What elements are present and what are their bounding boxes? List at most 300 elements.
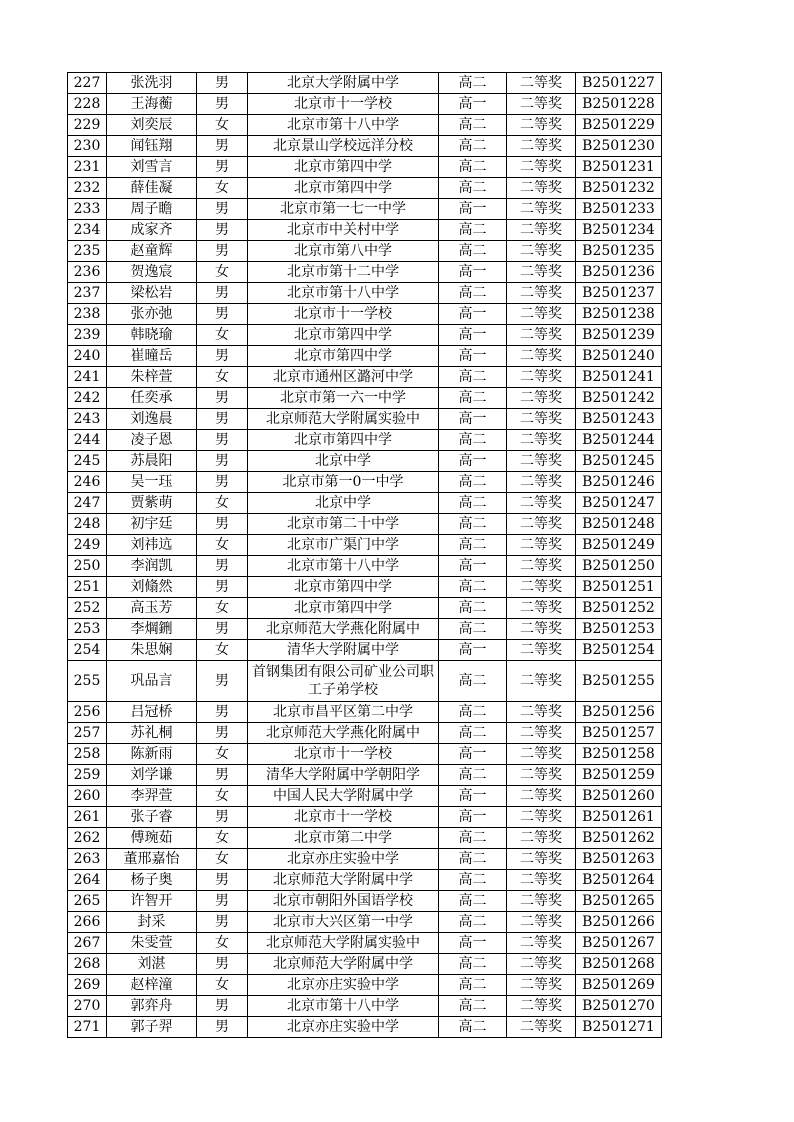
certificate-code: B2501233	[576, 199, 662, 220]
certificate-code: B2501269	[576, 975, 662, 996]
student-name: 刘学谦	[107, 765, 197, 786]
row-number: 234	[68, 220, 107, 241]
student-name: 王海蘅	[107, 94, 197, 115]
certificate-code: B2501245	[576, 451, 662, 472]
table-row	[68, 1017, 662, 1038]
row-number: 266	[68, 912, 107, 933]
student-name: 刘祎迒	[107, 535, 197, 556]
school-name: 北京市第一七一中学	[248, 199, 439, 220]
school-name: 北京中学	[248, 493, 439, 514]
row-number: 241	[68, 367, 107, 388]
student-gender: 女	[197, 115, 248, 136]
grade-level: 高二	[439, 388, 507, 409]
school-name: 北京市第十八中学	[248, 556, 439, 577]
certificate-code: B2501255	[576, 661, 662, 702]
school-name: 北京市第二中学	[248, 828, 439, 849]
row-number: 257	[68, 723, 107, 744]
table-row	[68, 451, 662, 472]
student-name: 韩晓瑜	[107, 325, 197, 346]
award-level: 二等奖	[507, 73, 576, 94]
student-gender: 男	[197, 241, 248, 262]
student-gender: 男	[197, 556, 248, 577]
school-name: 北京市大兴区第一中学	[248, 912, 439, 933]
school-name: 北京市第四中学	[248, 577, 439, 598]
student-name: 凌子恩	[107, 430, 197, 451]
school-name: 北京市第四中学	[248, 598, 439, 619]
table-row	[68, 220, 662, 241]
row-number: 269	[68, 975, 107, 996]
certificate-code: B2501256	[576, 702, 662, 723]
school-name: 首钢集团有限公司矿业公司职工子弟学校	[248, 661, 439, 702]
student-gender: 女	[197, 975, 248, 996]
certificate-code: B2501230	[576, 136, 662, 157]
row-number: 242	[68, 388, 107, 409]
school-name: 北京市第十八中学	[248, 115, 439, 136]
row-number: 239	[68, 325, 107, 346]
student-gender: 男	[197, 283, 248, 304]
certificate-code: B2501236	[576, 262, 662, 283]
award-level: 二等奖	[507, 912, 576, 933]
grade-level: 高二	[439, 472, 507, 493]
table-row	[68, 744, 662, 765]
student-name: 朱梓萱	[107, 367, 197, 388]
student-gender: 男	[197, 870, 248, 891]
grade-level: 高二	[439, 598, 507, 619]
table-row	[68, 346, 662, 367]
grade-level: 高二	[439, 157, 507, 178]
table-row	[68, 702, 662, 723]
grade-level: 高二	[439, 283, 507, 304]
student-name: 初宇廷	[107, 514, 197, 535]
certificate-code: B2501231	[576, 157, 662, 178]
award-level: 二等奖	[507, 346, 576, 367]
student-name: 封采	[107, 912, 197, 933]
table-row	[68, 828, 662, 849]
award-level: 二等奖	[507, 556, 576, 577]
student-gender: 男	[197, 514, 248, 535]
student-gender: 男	[197, 891, 248, 912]
student-gender: 男	[197, 136, 248, 157]
grade-level: 高二	[439, 849, 507, 870]
table-row	[68, 283, 662, 304]
student-gender: 男	[197, 430, 248, 451]
grade-level: 高二	[439, 178, 507, 199]
grade-level: 高一	[439, 262, 507, 283]
award-level: 二等奖	[507, 430, 576, 451]
student-name: 朱雯萱	[107, 933, 197, 954]
award-level: 二等奖	[507, 262, 576, 283]
row-number: 245	[68, 451, 107, 472]
row-number: 244	[68, 430, 107, 451]
row-number: 261	[68, 807, 107, 828]
student-name: 郭弈舟	[107, 996, 197, 1017]
school-name: 北京市第四中学	[248, 325, 439, 346]
student-gender: 男	[197, 472, 248, 493]
grade-level: 高二	[439, 702, 507, 723]
award-level: 二等奖	[507, 933, 576, 954]
table-row	[68, 94, 662, 115]
school-name: 北京市第一六一中学	[248, 388, 439, 409]
school-name: 北京市第四中学	[248, 346, 439, 367]
grade-level: 高一	[439, 744, 507, 765]
student-name: 吴一珏	[107, 472, 197, 493]
row-number: 237	[68, 283, 107, 304]
certificate-code: B2501261	[576, 807, 662, 828]
student-name: 苏晨阳	[107, 451, 197, 472]
certificate-code: B2501257	[576, 723, 662, 744]
student-gender: 男	[197, 619, 248, 640]
certificate-code: B2501240	[576, 346, 662, 367]
certificate-code: B2501237	[576, 283, 662, 304]
student-gender: 男	[197, 304, 248, 325]
student-name: 闻钰翔	[107, 136, 197, 157]
table-row	[68, 409, 662, 430]
school-name: 北京市第十八中学	[248, 283, 439, 304]
award-list-table	[67, 72, 662, 1038]
school-name: 北京师范大学附属实验中	[248, 409, 439, 430]
school-name: 北京师范大学燕化附属中	[248, 619, 439, 640]
grade-level: 高二	[439, 493, 507, 514]
table-row	[68, 241, 662, 262]
student-name: 任奕承	[107, 388, 197, 409]
school-name: 北京亦庄实验中学	[248, 975, 439, 996]
student-name: 张洗羽	[107, 73, 197, 94]
certificate-code: B2501249	[576, 535, 662, 556]
award-level: 二等奖	[507, 535, 576, 556]
certificate-code: B2501238	[576, 304, 662, 325]
row-number: 227	[68, 73, 107, 94]
row-number: 232	[68, 178, 107, 199]
award-list-body	[68, 73, 662, 1038]
student-gender: 男	[197, 451, 248, 472]
certificate-code: B2501242	[576, 388, 662, 409]
student-gender: 男	[197, 807, 248, 828]
school-name: 北京亦庄实验中学	[248, 1017, 439, 1038]
student-name: 郭子羿	[107, 1017, 197, 1038]
school-name: 北京市第一0一中学	[248, 472, 439, 493]
award-level: 二等奖	[507, 723, 576, 744]
grade-level: 高一	[439, 346, 507, 367]
grade-level: 高一	[439, 786, 507, 807]
student-gender: 女	[197, 786, 248, 807]
student-name: 刘奕辰	[107, 115, 197, 136]
student-gender: 男	[197, 346, 248, 367]
student-name: 薛佳凝	[107, 178, 197, 199]
award-level: 二等奖	[507, 954, 576, 975]
student-name: 刘逸晨	[107, 409, 197, 430]
school-name: 北京市第八中学	[248, 241, 439, 262]
certificate-code: B2501250	[576, 556, 662, 577]
award-level: 二等奖	[507, 996, 576, 1017]
table-row	[68, 535, 662, 556]
school-name: 北京师范大学附属实验中	[248, 933, 439, 954]
school-name: 北京市第四中学	[248, 430, 439, 451]
student-name: 周子瞻	[107, 199, 197, 220]
student-name: 朱思娴	[107, 640, 197, 661]
row-number: 233	[68, 199, 107, 220]
award-level: 二等奖	[507, 598, 576, 619]
student-name: 崔曈岳	[107, 346, 197, 367]
table-row	[68, 430, 662, 451]
student-name: 李羿萱	[107, 786, 197, 807]
school-name: 北京市十一学校	[248, 94, 439, 115]
grade-level: 高二	[439, 514, 507, 535]
grade-level: 高二	[439, 870, 507, 891]
award-level: 二等奖	[507, 388, 576, 409]
certificate-code: B2501239	[576, 325, 662, 346]
row-number: 267	[68, 933, 107, 954]
award-level: 二等奖	[507, 451, 576, 472]
student-gender: 男	[197, 1017, 248, 1038]
certificate-code: B2501247	[576, 493, 662, 514]
student-gender: 男	[197, 220, 248, 241]
row-number: 256	[68, 702, 107, 723]
table-row	[68, 786, 662, 807]
certificate-code: B2501271	[576, 1017, 662, 1038]
table-row	[68, 640, 662, 661]
award-level: 二等奖	[507, 94, 576, 115]
certificate-code: B2501253	[576, 619, 662, 640]
award-level: 二等奖	[507, 1017, 576, 1038]
student-gender: 男	[197, 765, 248, 786]
student-gender: 男	[197, 199, 248, 220]
student-gender: 女	[197, 367, 248, 388]
row-number: 249	[68, 535, 107, 556]
award-level: 二等奖	[507, 157, 576, 178]
student-gender: 女	[197, 744, 248, 765]
table-row	[68, 996, 662, 1017]
row-number: 229	[68, 115, 107, 136]
award-level: 二等奖	[507, 367, 576, 388]
student-gender: 女	[197, 493, 248, 514]
row-number: 258	[68, 744, 107, 765]
certificate-code: B2501252	[576, 598, 662, 619]
student-name: 刘翛然	[107, 577, 197, 598]
grade-level: 高二	[439, 661, 507, 702]
grade-level: 高一	[439, 409, 507, 430]
grade-level: 高一	[439, 556, 507, 577]
school-name: 北京市广渠门中学	[248, 535, 439, 556]
student-gender: 男	[197, 388, 248, 409]
certificate-code: B2501228	[576, 94, 662, 115]
student-gender: 男	[197, 912, 248, 933]
student-name: 刘湛	[107, 954, 197, 975]
grade-level: 高二	[439, 723, 507, 744]
school-name: 北京师范大学附属中学	[248, 870, 439, 891]
school-name: 北京大学附属中学	[248, 73, 439, 94]
certificate-code: B2501246	[576, 472, 662, 493]
table-row	[68, 556, 662, 577]
grade-level: 高一	[439, 325, 507, 346]
student-gender: 女	[197, 933, 248, 954]
school-name: 北京市十一学校	[248, 807, 439, 828]
table-row	[68, 304, 662, 325]
grade-level: 高二	[439, 828, 507, 849]
school-name: 北京师范大学燕化附属中	[248, 723, 439, 744]
row-number: 246	[68, 472, 107, 493]
table-row	[68, 262, 662, 283]
certificate-code: B2501262	[576, 828, 662, 849]
award-level: 二等奖	[507, 493, 576, 514]
student-gender: 女	[197, 262, 248, 283]
grade-level: 高一	[439, 807, 507, 828]
row-number: 230	[68, 136, 107, 157]
certificate-code: B2501268	[576, 954, 662, 975]
student-name: 傅琬茹	[107, 828, 197, 849]
award-level: 二等奖	[507, 241, 576, 262]
table-row	[68, 954, 662, 975]
school-name: 北京市第十八中学	[248, 996, 439, 1017]
grade-level: 高二	[439, 136, 507, 157]
certificate-code: B2501266	[576, 912, 662, 933]
table-row	[68, 870, 662, 891]
row-number: 260	[68, 786, 107, 807]
certificate-code: B2501270	[576, 996, 662, 1017]
table-row	[68, 933, 662, 954]
row-number: 236	[68, 262, 107, 283]
award-level: 二等奖	[507, 828, 576, 849]
student-name: 许智开	[107, 891, 197, 912]
grade-level: 高二	[439, 430, 507, 451]
student-gender: 男	[197, 954, 248, 975]
school-name: 中国人民大学附属中学	[248, 786, 439, 807]
grade-level: 高二	[439, 996, 507, 1017]
row-number: 252	[68, 598, 107, 619]
student-gender: 男	[197, 73, 248, 94]
award-level: 二等奖	[507, 136, 576, 157]
row-number: 264	[68, 870, 107, 891]
certificate-code: B2501235	[576, 241, 662, 262]
grade-level: 高二	[439, 73, 507, 94]
grade-level: 高一	[439, 933, 507, 954]
table-row	[68, 912, 662, 933]
student-gender: 男	[197, 723, 248, 744]
table-row	[68, 577, 662, 598]
student-gender: 女	[197, 178, 248, 199]
row-number: 253	[68, 619, 107, 640]
award-level: 二等奖	[507, 472, 576, 493]
award-level: 二等奖	[507, 870, 576, 891]
award-level: 二等奖	[507, 765, 576, 786]
grade-level: 高一	[439, 304, 507, 325]
student-name: 董邢嘉怡	[107, 849, 197, 870]
certificate-code: B2501258	[576, 744, 662, 765]
row-number: 271	[68, 1017, 107, 1038]
student-gender: 男	[197, 702, 248, 723]
table-row	[68, 661, 662, 702]
award-level: 二等奖	[507, 849, 576, 870]
row-number: 235	[68, 241, 107, 262]
school-name: 北京市第四中学	[248, 178, 439, 199]
grade-level: 高一	[439, 199, 507, 220]
student-gender: 女	[197, 598, 248, 619]
student-gender: 男	[197, 996, 248, 1017]
school-name: 北京亦庄实验中学	[248, 849, 439, 870]
certificate-code: B2501265	[576, 891, 662, 912]
table-row	[68, 73, 662, 94]
grade-level: 高二	[439, 1017, 507, 1038]
student-gender: 男	[197, 157, 248, 178]
table-row	[68, 891, 662, 912]
student-name: 贾紫萌	[107, 493, 197, 514]
student-name: 李润凯	[107, 556, 197, 577]
school-name: 北京市昌平区第二中学	[248, 702, 439, 723]
row-number: 238	[68, 304, 107, 325]
table-row	[68, 325, 662, 346]
table-row	[68, 157, 662, 178]
school-name: 北京中学	[248, 451, 439, 472]
grade-level: 高一	[439, 640, 507, 661]
student-name: 高玉芳	[107, 598, 197, 619]
student-name: 杨子奥	[107, 870, 197, 891]
row-number: 247	[68, 493, 107, 514]
row-number: 255	[68, 661, 107, 702]
student-name: 吕冠桥	[107, 702, 197, 723]
award-level: 二等奖	[507, 807, 576, 828]
student-gender: 男	[197, 94, 248, 115]
table-row	[68, 975, 662, 996]
award-level: 二等奖	[507, 744, 576, 765]
grade-level: 高二	[439, 891, 507, 912]
award-level: 二等奖	[507, 199, 576, 220]
award-level: 二等奖	[507, 220, 576, 241]
row-number: 265	[68, 891, 107, 912]
grade-level: 高一	[439, 94, 507, 115]
row-number: 251	[68, 577, 107, 598]
certificate-code: B2501267	[576, 933, 662, 954]
student-name: 刘雪言	[107, 157, 197, 178]
award-level: 二等奖	[507, 640, 576, 661]
certificate-code: B2501260	[576, 786, 662, 807]
student-gender: 女	[197, 849, 248, 870]
student-name: 苏礼桐	[107, 723, 197, 744]
award-level: 二等奖	[507, 178, 576, 199]
row-number: 262	[68, 828, 107, 849]
student-name: 张子睿	[107, 807, 197, 828]
table-row	[68, 807, 662, 828]
grade-level: 高二	[439, 619, 507, 640]
certificate-code: B2501264	[576, 870, 662, 891]
award-level: 二等奖	[507, 619, 576, 640]
school-name: 北京市第十二中学	[248, 262, 439, 283]
grade-level: 高一	[439, 451, 507, 472]
row-number: 243	[68, 409, 107, 430]
student-name: 李焵鉶	[107, 619, 197, 640]
table-row	[68, 136, 662, 157]
grade-level: 高二	[439, 954, 507, 975]
student-name: 赵梓潼	[107, 975, 197, 996]
grade-level: 高二	[439, 577, 507, 598]
student-name: 成家齐	[107, 220, 197, 241]
table-row	[68, 178, 662, 199]
certificate-code: B2501241	[576, 367, 662, 388]
certificate-code: B2501232	[576, 178, 662, 199]
school-name: 清华大学附属中学	[248, 640, 439, 661]
table-row	[68, 619, 662, 640]
grade-level: 高二	[439, 220, 507, 241]
table-row	[68, 472, 662, 493]
row-number: 263	[68, 849, 107, 870]
table-row	[68, 765, 662, 786]
certificate-code: B2501244	[576, 430, 662, 451]
row-number: 268	[68, 954, 107, 975]
certificate-code: B2501254	[576, 640, 662, 661]
grade-level: 高二	[439, 975, 507, 996]
student-name: 陈新雨	[107, 744, 197, 765]
award-level: 二等奖	[507, 702, 576, 723]
row-number: 270	[68, 996, 107, 1017]
award-level: 二等奖	[507, 115, 576, 136]
